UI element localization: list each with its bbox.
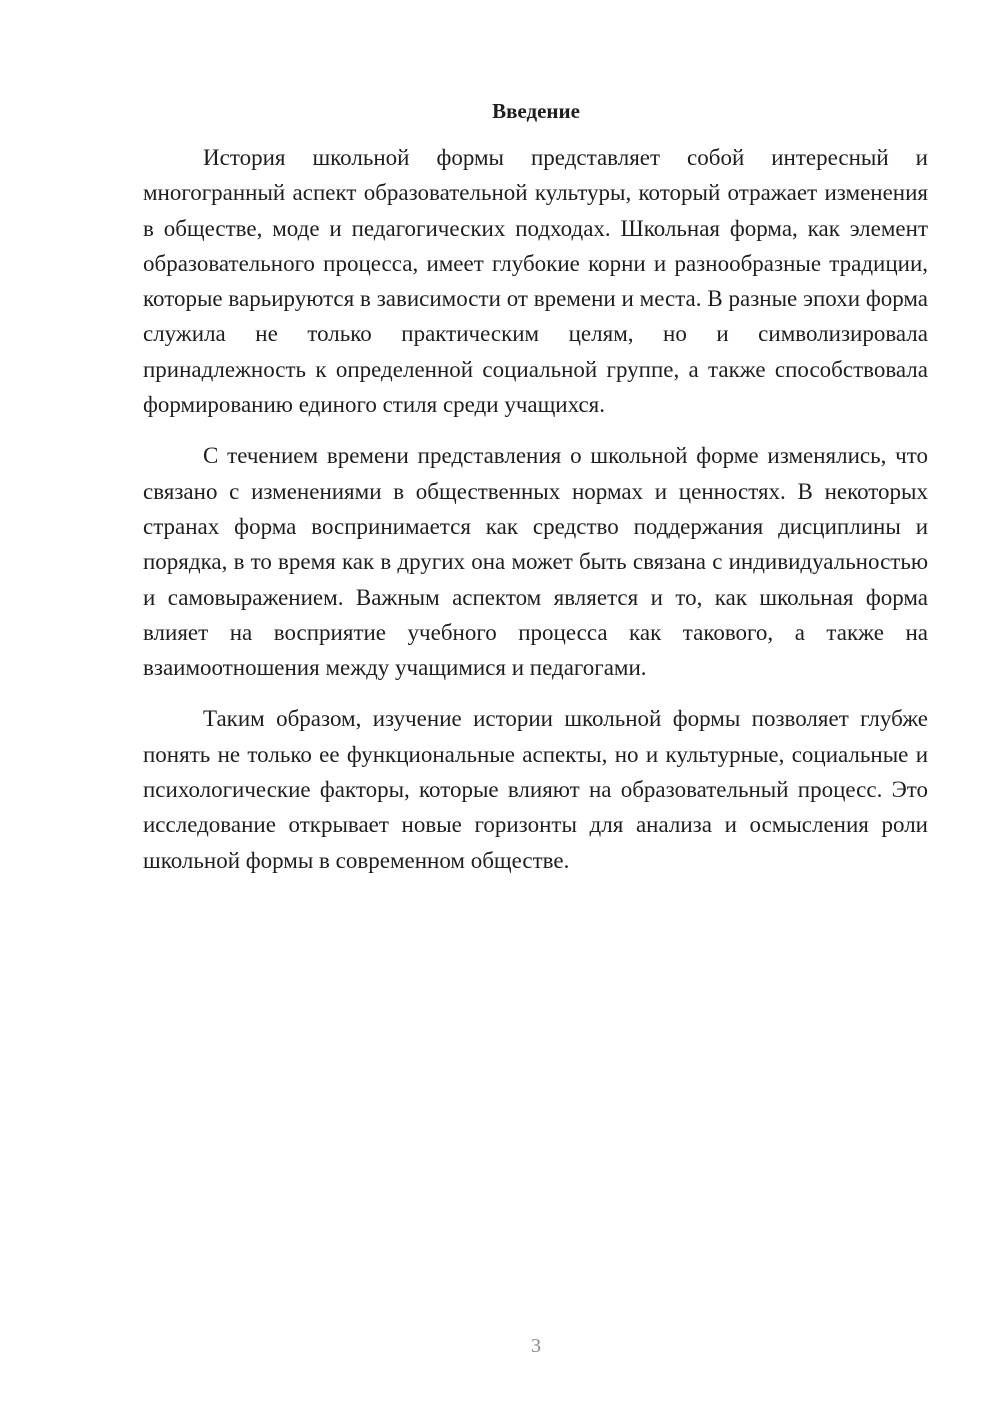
body-text xyxy=(143,140,928,878)
section-heading: Введение xyxy=(492,99,580,123)
page-number: 3 xyxy=(531,1335,541,1357)
paragraph-2: С течением времени представления о школьной форме изменялись, что связано с изменениями в общественных нормах и ценностях. В некоторых странах форма воспринимается как средство поддержания дисциплины и порядка, в то время как в других она может быть связана с индивидуальностью и самовыражением. Важным аспектом является и то, как школьная форма влияет на восприятие учебного процесса как такового, а также на взаимоотношения между учащимися и педагогами. xyxy=(143,443,928,681)
paragraph-3: Таким образом, изучение истории школьной формы позволяет глубже понять не только ее функциональные аспекты, но и культурные, социальные и психологические факторы, которые влияют на образовательный процесс. Это исследование открывает новые горизонты для анализа и осмысления роли школьной формы в современном обществе. xyxy=(143,706,928,873)
paragraph-1: История школьной формы представляет собой интересный и многогранный аспект образовательной культуры, который отражает изменения в обществе, моде и педагогических подходах. Школьная форма, как элемент образовательного процесса, имеет глубокие корни и разнообразные традиции, которые варьируются в зависимости от времени и места. В разные эпохи форма служила не только практическим целям, но и символизировала принадлежность к определенной социальной группе, а также способствовала формированию единого стиля среди учащихся. xyxy=(143,145,928,418)
